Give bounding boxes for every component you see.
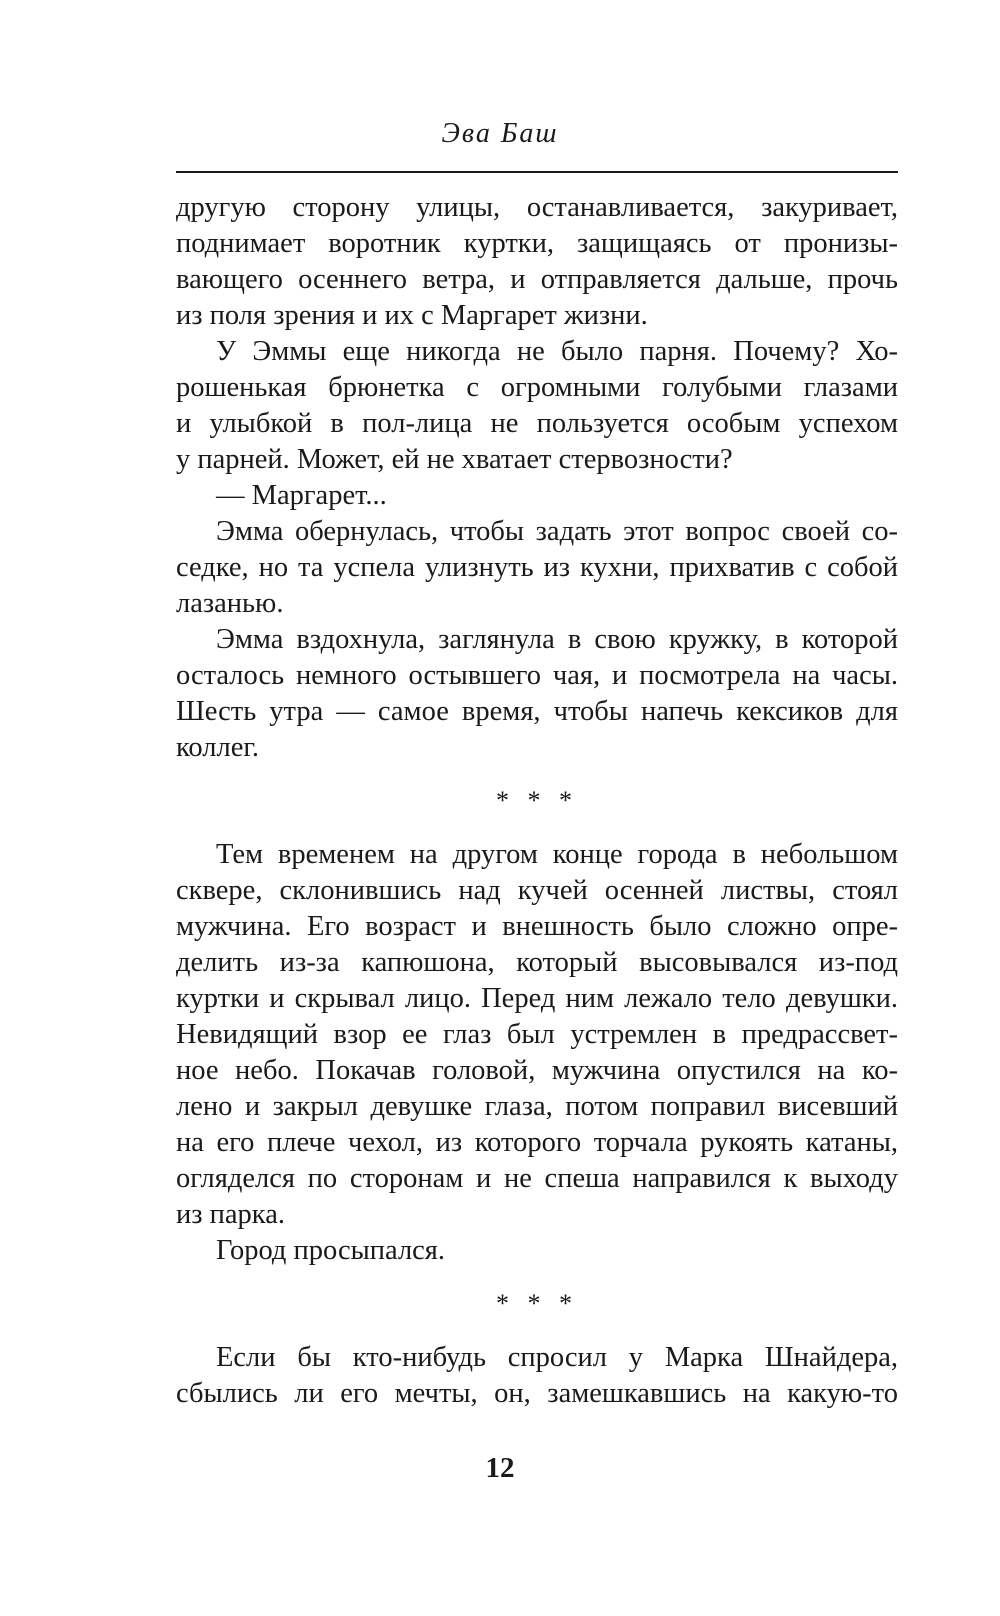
header-rule xyxy=(176,171,898,173)
text-line: из парка. xyxy=(176,1199,285,1230)
page-body xyxy=(176,190,898,1412)
text-line: У Эммы еще никогда не было парня. Почему? Хо- xyxy=(216,336,898,367)
text-block-3 xyxy=(176,1340,898,1412)
paragraph xyxy=(176,837,898,1233)
text-line: сквере, склонившись над кучей осенней листвы, стоял xyxy=(176,875,898,906)
text-line: мужчина. Его возраст и внешность было сложно опре- xyxy=(176,911,898,942)
text-line: Город просыпался. xyxy=(216,1235,446,1266)
text-line: поднимает воротник куртки, защищаясь от пронизы- xyxy=(176,228,898,259)
text-line: и улыбкой в пол-лица не пользуется особым успехом xyxy=(176,408,898,439)
text-line: Тем временем на другом конце города в небольшом xyxy=(216,839,898,870)
text-line: делить из-за капюшона, который высовывался из-под xyxy=(176,947,898,978)
text-line: коллег. xyxy=(176,732,259,763)
paragraph xyxy=(176,190,898,334)
running-head: Эва Баш xyxy=(441,118,559,149)
text-line: Шесть утра — самое время, чтобы напечь кексиков для xyxy=(176,696,898,727)
text-block-1 xyxy=(176,190,898,766)
paragraph xyxy=(176,514,898,622)
text-line: огляделся по сторонам и не спеша направился к выходу xyxy=(176,1163,898,1194)
text-line: рошенькая брюнетка с огромными голубыми глазами xyxy=(176,372,898,403)
text-line: Невидящий взор ее глаз был устремлен в предрассвет- xyxy=(176,1019,898,1050)
section-separator: * * * xyxy=(496,1289,578,1318)
page-number: 12 xyxy=(485,1452,515,1484)
text-line: другую сторону улицы, останавливается, закуривает, xyxy=(176,192,898,223)
text-line: осталось немного остывшего чая, и посмотрела на часы. xyxy=(176,660,898,691)
text-line: седке, но та успела улизнуть из кухни, прихватив с собой xyxy=(176,552,898,583)
text-line: из поля зрения и их с Маргарет жизни. xyxy=(176,300,648,331)
text-line: на его плече чехол, из которого торчала рукоять катаны, xyxy=(176,1127,898,1158)
text-line: у парней. Может, ей не хватает стервозности? xyxy=(176,444,733,475)
text-line: Эмма вздохнула, заглянула в свою кружку, в которой xyxy=(216,624,898,655)
paragraph xyxy=(176,478,898,514)
text-line: лазанью. xyxy=(176,588,284,619)
text-line: — Маргарет... xyxy=(216,480,387,511)
text-line: Эмма обернулась, чтобы задать этот вопрос своей со- xyxy=(216,516,898,547)
paragraph xyxy=(176,1340,898,1412)
text-line: куртки и скрывал лицо. Перед ним лежало тело девушки. xyxy=(176,983,898,1014)
paragraph xyxy=(176,334,898,478)
text-line: лено и закрыл девушке глаза, потом поправил висевший xyxy=(176,1091,898,1122)
text-line: сбылись ли его мечты, он, замешкавшись на какую-то xyxy=(176,1378,898,1409)
paragraph xyxy=(176,1233,898,1269)
text-line: ное небо. Покачав головой, мужчина опустился на ко- xyxy=(176,1055,898,1086)
text-line: Если бы кто-нибудь спросил у Марка Шнайдера, xyxy=(216,1342,898,1373)
text-line: вающего осеннего ветра, и отправляется дальше, прочь xyxy=(176,264,898,295)
section-separator: * * * xyxy=(496,786,578,815)
paragraph xyxy=(176,622,898,766)
text-block-2 xyxy=(176,837,898,1269)
